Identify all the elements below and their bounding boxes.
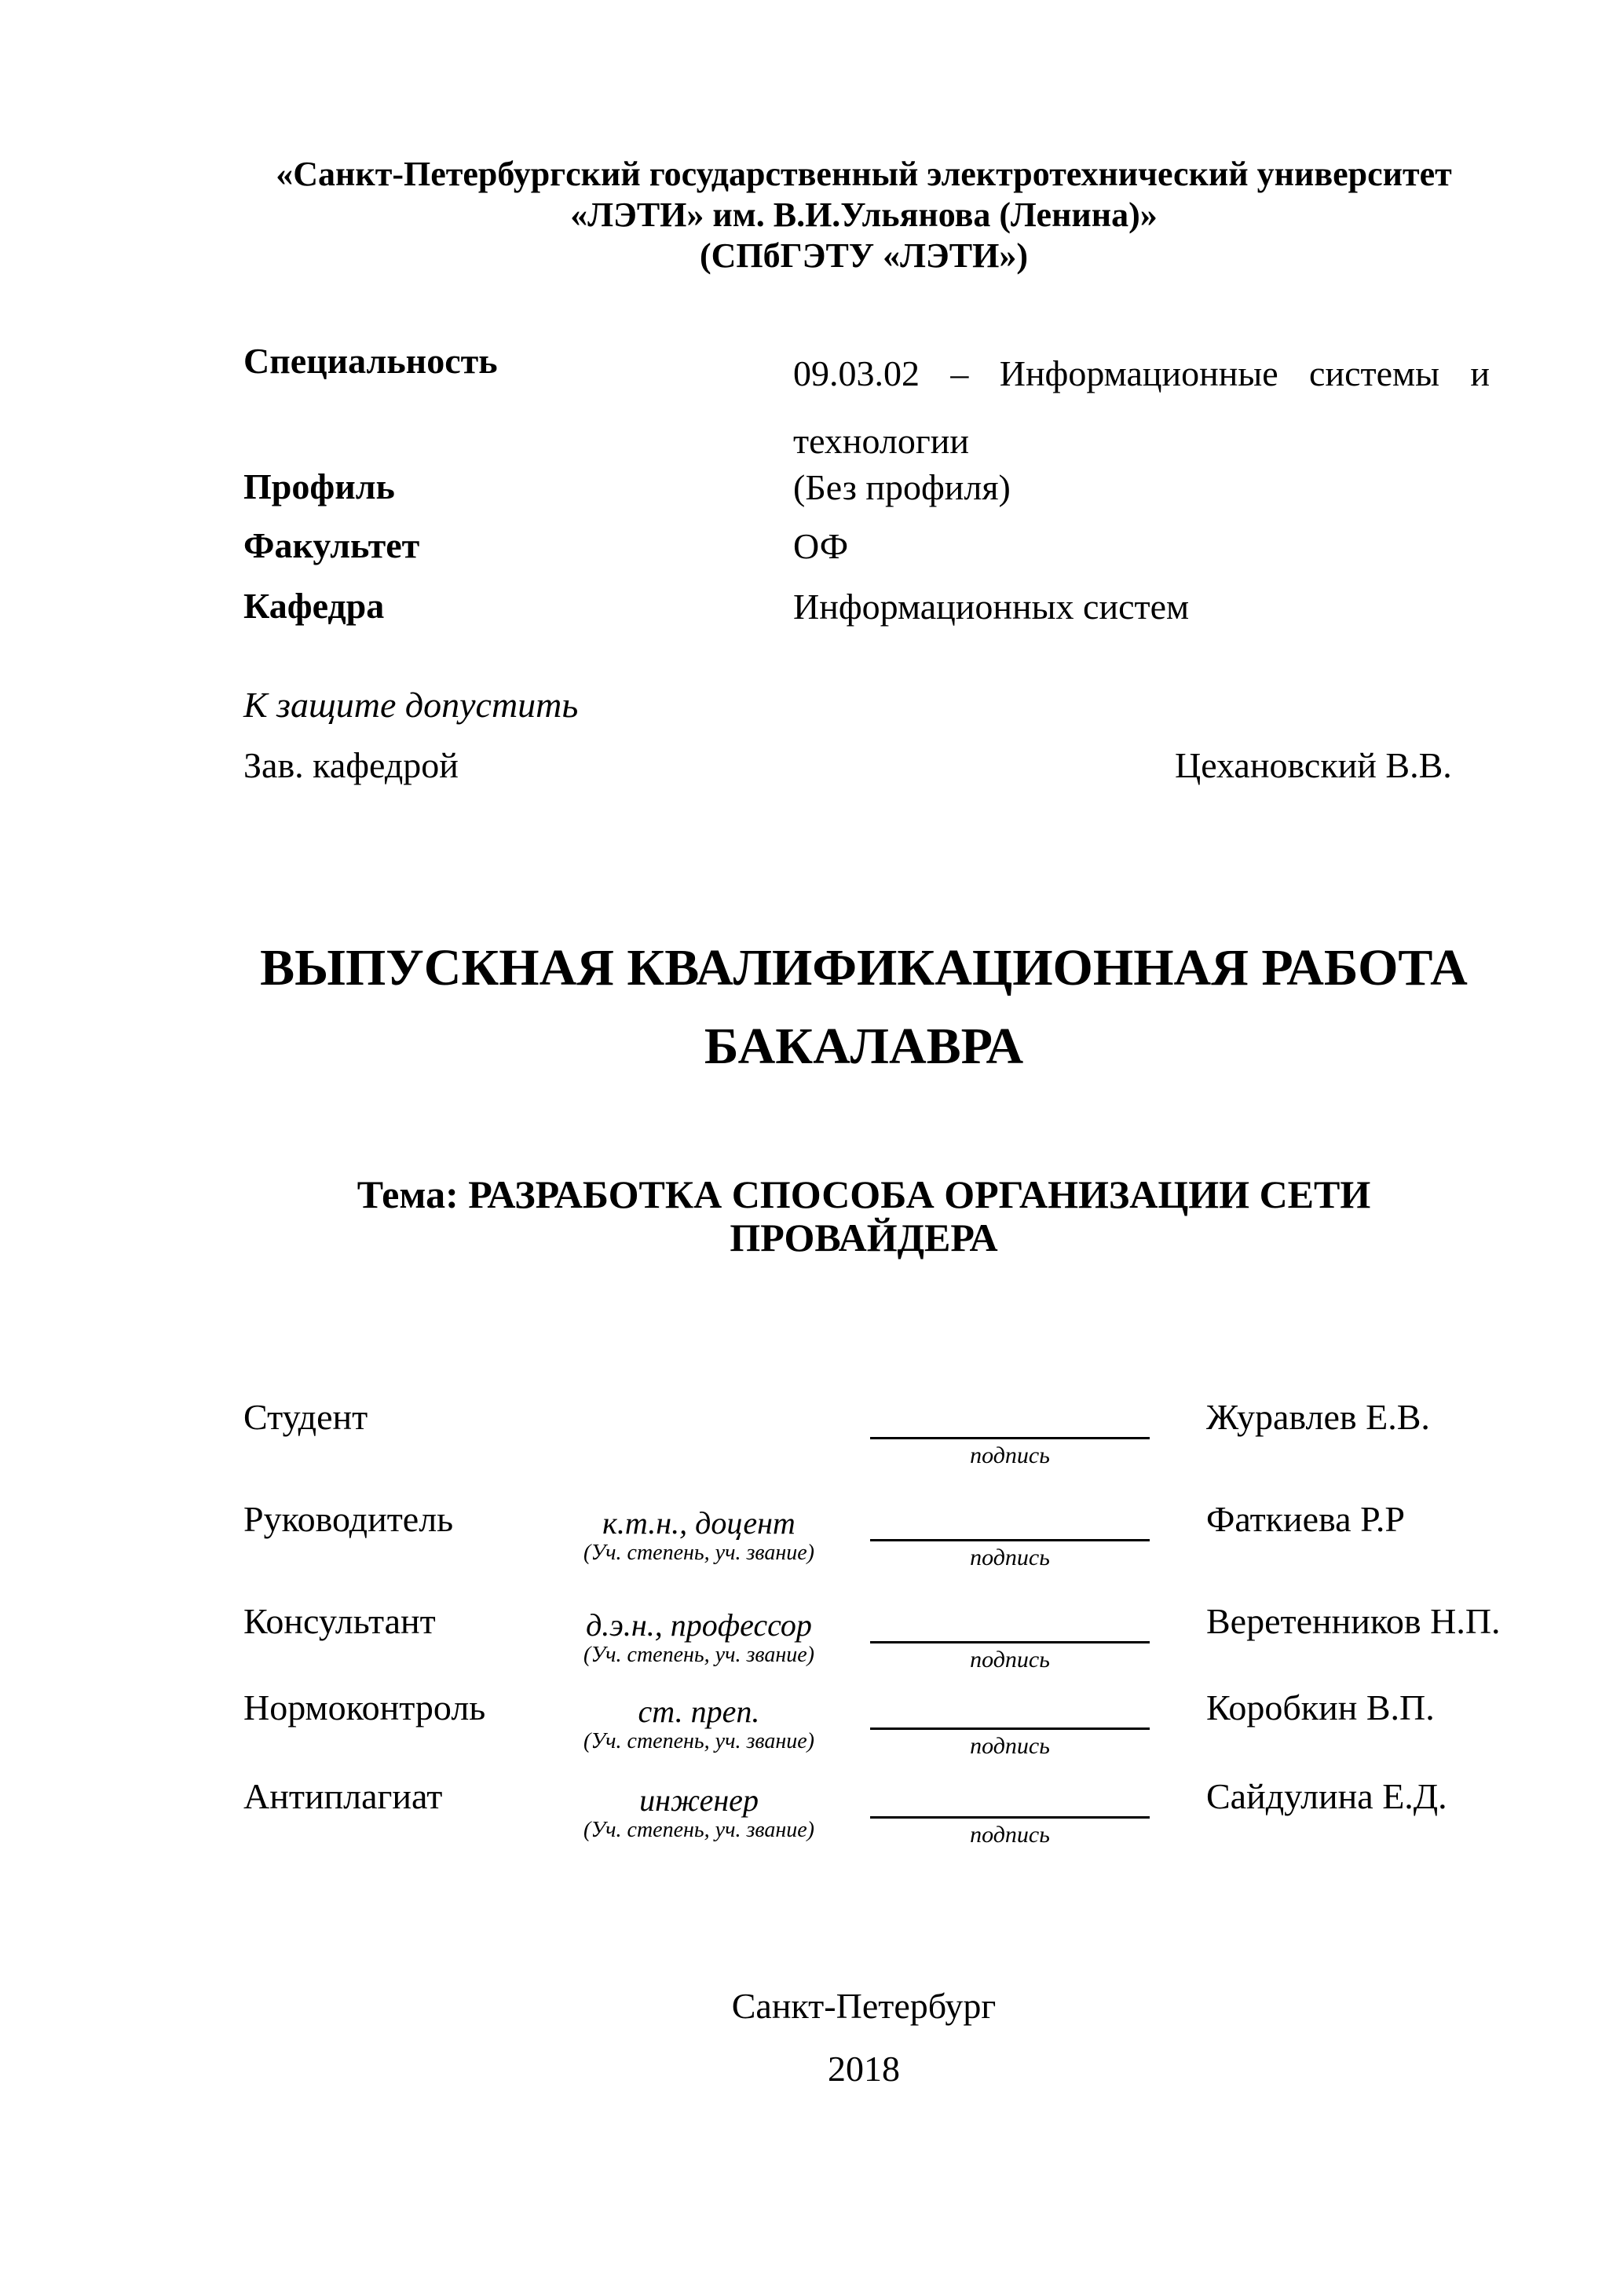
signature-caption-normcontrol: подпись (970, 1733, 1050, 1759)
degree-caption-normcontrol: (Уч. степень, уч. звание) (583, 1729, 814, 1753)
speciality-label: Специальность (243, 341, 498, 381)
signature-line-antiplagiarism (870, 1816, 1150, 1848)
signature-line-student (870, 1437, 1150, 1469)
department-value: Информационных систем (793, 587, 1190, 627)
signature-degree-supervisor: к.т.н., доцент (602, 1505, 796, 1541)
topic-title (243, 1173, 1484, 1260)
profile-label: Профиль (243, 466, 395, 506)
signature-caption-consultant: подпись (970, 1647, 1050, 1673)
topic-line-2: ПРОВАЙДЕРА (730, 1216, 998, 1260)
signature-caption-supervisor: подпись (970, 1545, 1050, 1570)
speciality-value-line-1: 09.03.02 – Информационные системы и (793, 353, 1490, 393)
signature-name-student: Журавлев Е.В. (1206, 1397, 1430, 1437)
topic-line-1: Тема: РАЗРАБОТКА СПОСОБА ОРГАНИЗАЦИИ СЕТИ (357, 1172, 1371, 1216)
signature-row-role-consultant: Консультант (243, 1601, 436, 1641)
faculty-value: ОФ (793, 526, 849, 566)
signature-line-supervisor (870, 1539, 1150, 1571)
signature-name-consultant: Веретенников Н.П. (1206, 1601, 1501, 1641)
degree-caption-supervisor: (Уч. степень, уч. звание) (583, 1541, 814, 1565)
profile-value: (Без профиля) (793, 467, 1011, 507)
signature-degree-consultant: д.э.н., профессор (586, 1607, 812, 1643)
degree-caption-consultant: (Уч. степень, уч. звание) (583, 1643, 814, 1667)
speciality-value (793, 340, 1490, 475)
faculty-label: Факультет (243, 525, 420, 565)
university-header (243, 154, 1484, 276)
degree-caption-antiplagiarism: (Уч. степень, уч. звание) (583, 1818, 814, 1842)
signature-degree-normcontrol: ст. преп. (638, 1694, 760, 1729)
speciality-value-line-2: технологии (793, 421, 969, 461)
department-label: Кафедра (243, 586, 385, 626)
signature-caption-student: подпись (970, 1442, 1050, 1468)
university-header-line-1: «Санкт-Петербургский государственный электротехнический университет (276, 155, 1452, 193)
admission-role: Зав. кафедрой (243, 745, 459, 785)
signature-row-role-antiplagiarism: Антиплагиат (243, 1776, 443, 1816)
signature-line-consultant (870, 1641, 1150, 1673)
admission-phrase: К защите допустить (243, 685, 579, 725)
signature-name-antiplagiarism: Сайдулина Е.Д. (1206, 1776, 1447, 1816)
signature-row-role-student: Студент (243, 1397, 368, 1437)
main-title-line-1: ВЫПУСКНАЯ КВАЛИФИКАЦИОННАЯ РАБОТА (260, 939, 1468, 996)
main-title-line-2: БАКАЛАВРА (704, 1018, 1024, 1075)
signature-name-normcontrol: Коробкин В.П. (1206, 1687, 1435, 1727)
university-header-line-2: «ЛЭТИ» им. В.И.Ульянова (Ленина)» (570, 196, 1158, 234)
signature-caption-antiplagiarism: подпись (970, 1822, 1050, 1848)
main-title (243, 929, 1484, 1086)
signature-degree-antiplagiarism: инженер (639, 1782, 759, 1818)
footer-city: Санкт-Петербург (731, 1986, 997, 2026)
signature-row-role-normcontrol: Нормоконтроль (243, 1687, 486, 1727)
signature-line-normcontrol (870, 1727, 1150, 1760)
footer-year: 2018 (828, 2049, 900, 2089)
signature-name-supervisor: Фаткиева Р.Р (1206, 1499, 1405, 1539)
university-header-line-3: (СПбГЭТУ «ЛЭТИ») (700, 236, 1028, 275)
signature-row-role-supervisor: Руководитель (243, 1499, 454, 1539)
admission-head-name: Цехановский В.В. (1175, 745, 1452, 785)
